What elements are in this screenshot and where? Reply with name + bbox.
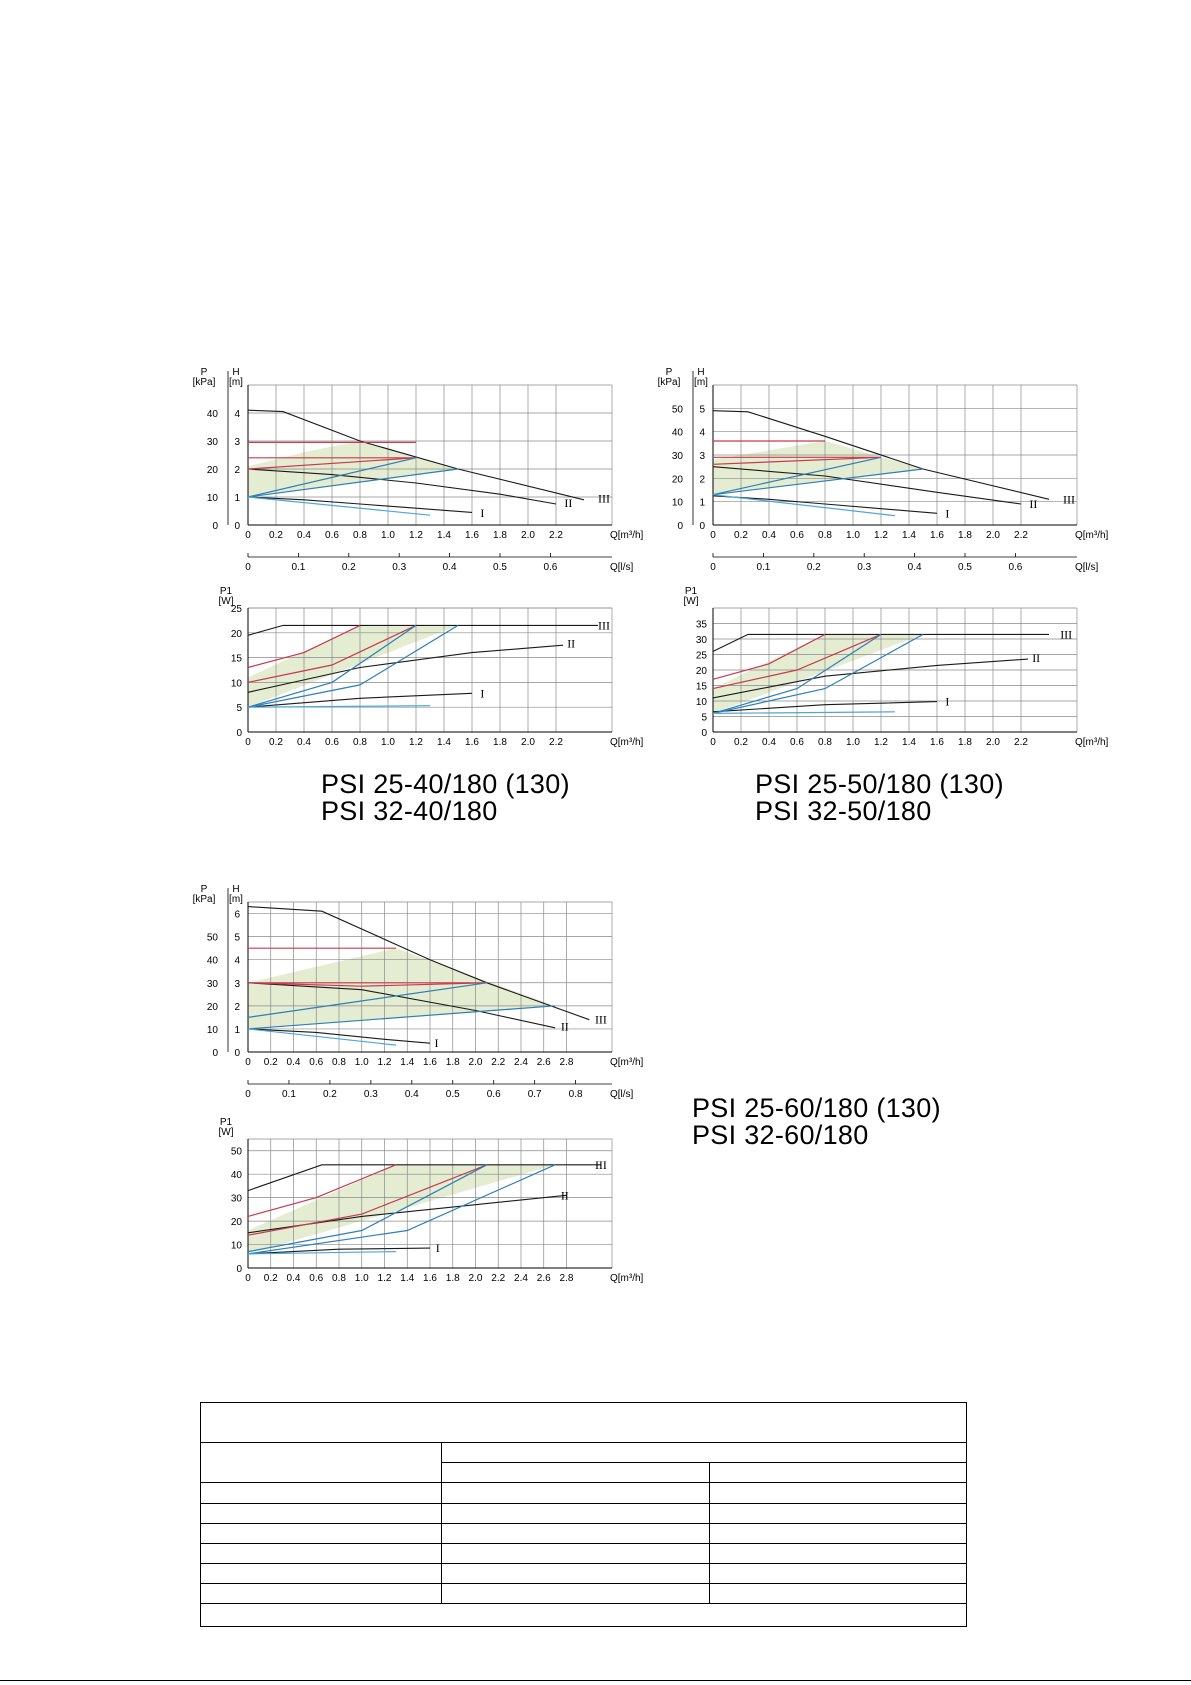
x-tick-label: 1.2 bbox=[377, 1057, 392, 1068]
y-left-tick-label: 20 bbox=[206, 465, 218, 476]
y-axis-unit: [W] bbox=[683, 596, 699, 607]
x2-tick-label: 0 bbox=[710, 562, 716, 573]
bottom-rule bbox=[0, 1680, 1191, 1681]
x2-tick-label: 0.2 bbox=[341, 562, 356, 573]
x2-tick-label: 0.8 bbox=[568, 1089, 583, 1100]
y-tick-label: 10 bbox=[695, 697, 707, 708]
y-tick-label: 30 bbox=[695, 635, 707, 646]
y-tick-label: 0 bbox=[236, 728, 242, 739]
x-tick-label: 2.0 bbox=[521, 737, 535, 748]
y-tick-label: 20 bbox=[230, 628, 242, 640]
table-cell bbox=[710, 1523, 967, 1543]
x2-tick-label: 0.1 bbox=[291, 562, 306, 573]
table-cell bbox=[710, 1543, 967, 1563]
model-title-50-line1: PSI 25-50/180 (130) bbox=[755, 769, 1004, 799]
speed-label-i: I bbox=[480, 686, 485, 701]
model-title-40-line1: PSI 25-40/180 (130) bbox=[321, 769, 570, 799]
x-tick-label: 1.2 bbox=[874, 737, 888, 748]
y-tick-label: 40 bbox=[230, 1170, 242, 1182]
speed-label-iii: III bbox=[598, 491, 610, 506]
y-right-tick-label: 4 bbox=[699, 427, 705, 439]
x-tick-label: 2.2 bbox=[491, 1273, 506, 1284]
x2-tick-label: 0.1 bbox=[281, 1089, 296, 1100]
curve-8 bbox=[248, 497, 430, 515]
y-right-axis-label: H bbox=[232, 884, 240, 895]
y-right-axis-label: H bbox=[232, 367, 240, 378]
table-cell bbox=[201, 1483, 442, 1503]
table-header-cell bbox=[442, 1463, 710, 1483]
y-tick-label: 10 bbox=[230, 1240, 242, 1252]
y-tick-label: 20 bbox=[695, 666, 707, 677]
x-tick-label: 0.6 bbox=[325, 737, 339, 748]
x2-tick-label: 0 bbox=[245, 562, 251, 573]
y-tick-label: 15 bbox=[230, 653, 242, 665]
x2-tick-label: 0.4 bbox=[442, 562, 457, 573]
model-title-60-line2: PSI 32-60/180 bbox=[692, 1120, 869, 1150]
x-axis-label: Q[m³/h] bbox=[1075, 737, 1109, 748]
operating-region bbox=[713, 634, 923, 713]
x-tick-label: 2.6 bbox=[536, 1057, 551, 1068]
y-left-tick-label: 30 bbox=[206, 978, 218, 990]
y-left-tick-label: 40 bbox=[206, 409, 218, 420]
x-tick-label: 1.2 bbox=[874, 530, 888, 541]
y-right-tick-label: 3 bbox=[699, 451, 705, 462]
x-tick-label: 2.2 bbox=[549, 530, 563, 541]
x2-tick-label: 0.7 bbox=[527, 1089, 542, 1100]
y-right-tick-label: 0 bbox=[234, 521, 240, 532]
x-tick-label: 0.4 bbox=[286, 1273, 301, 1284]
x-tick-label: 1.6 bbox=[930, 737, 944, 748]
x-tick-label: 0.8 bbox=[818, 737, 832, 748]
y-left-tick-label: 0 bbox=[212, 1048, 218, 1059]
table-cell bbox=[201, 1523, 442, 1543]
y-left-axis-label: P bbox=[200, 884, 208, 895]
y-right-axis-unit: [m] bbox=[229, 377, 243, 388]
x-tick-label: 1.6 bbox=[465, 737, 479, 748]
speed-label-iii: III bbox=[594, 1012, 607, 1027]
x-tick-label: 1.8 bbox=[445, 1057, 460, 1068]
y-left-tick-label: 30 bbox=[206, 437, 218, 448]
x-tick-label: 1.4 bbox=[902, 737, 916, 748]
x2-tick-label: 0.5 bbox=[493, 562, 507, 573]
x-tick-label: 0 bbox=[245, 530, 251, 541]
y-left-tick-label: 50 bbox=[671, 404, 683, 416]
x-tick-label: 1.8 bbox=[958, 530, 972, 541]
y-tick-label: 35 bbox=[695, 619, 707, 631]
y-left-tick-label: 40 bbox=[671, 427, 683, 439]
x2-tick-label: 0.4 bbox=[404, 1089, 419, 1100]
x2-tick-label: 0.5 bbox=[958, 562, 972, 573]
table-title-cell bbox=[201, 1403, 967, 1443]
x-tick-label: 1.4 bbox=[400, 1057, 415, 1068]
speed-label-ii: II bbox=[567, 636, 576, 651]
model-title-50 bbox=[755, 771, 1004, 825]
speed-label-iii: III bbox=[1063, 492, 1075, 507]
x-tick-label: 0.4 bbox=[762, 737, 776, 748]
table-cell bbox=[710, 1483, 967, 1503]
x-tick-label: 2.8 bbox=[559, 1273, 574, 1284]
x-tick-label: 2.0 bbox=[986, 737, 1000, 748]
x-tick-label: 0.2 bbox=[269, 530, 283, 541]
x-axis-label: Q[m³/h] bbox=[610, 530, 644, 541]
x-tick-label: 1.0 bbox=[354, 1057, 369, 1068]
y-left-tick-label: 50 bbox=[206, 932, 218, 944]
x-tick-label: 1.6 bbox=[423, 1273, 437, 1284]
x-tick-label: 0.6 bbox=[790, 530, 804, 541]
y-left-axis-label: P bbox=[665, 367, 673, 378]
x2-tick-label: 0.3 bbox=[392, 562, 407, 573]
x-tick-label: 1.8 bbox=[445, 1273, 460, 1284]
x-tick-label: 0.4 bbox=[762, 530, 776, 541]
speed-label-iii: III bbox=[594, 1157, 607, 1172]
x-tick-label: 0.6 bbox=[790, 737, 804, 748]
x-tick-label: 1.0 bbox=[846, 737, 860, 748]
table-cell bbox=[442, 1584, 710, 1604]
table-cell bbox=[201, 1564, 442, 1584]
y-tick-label: 10 bbox=[230, 678, 242, 690]
speed-label-iii: III bbox=[598, 618, 610, 633]
y-right-tick-label: 6 bbox=[234, 909, 240, 921]
x2-tick-label: 0.2 bbox=[806, 562, 821, 573]
head-chart-60 bbox=[180, 882, 644, 1100]
x-tick-label: 1.4 bbox=[437, 737, 451, 748]
table-header-cell bbox=[710, 1463, 967, 1483]
x-tick-label: 2.4 bbox=[514, 1273, 528, 1284]
table-cell bbox=[201, 1543, 442, 1563]
x2-tick-label: 0 bbox=[245, 1089, 251, 1100]
y-tick-label: 25 bbox=[695, 650, 707, 662]
speed-label-iii: III bbox=[1060, 627, 1073, 642]
x-tick-label: 2.2 bbox=[549, 737, 563, 748]
y-right-tick-label: 3 bbox=[234, 437, 240, 448]
x-tick-label: 0.8 bbox=[332, 1273, 346, 1284]
x-tick-label: 1.2 bbox=[377, 1273, 392, 1284]
x-tick-label: 2.0 bbox=[468, 1273, 483, 1284]
x-tick-label: 1.6 bbox=[930, 530, 944, 541]
x-tick-label: 0.2 bbox=[269, 737, 283, 748]
table-header-cell bbox=[442, 1442, 967, 1462]
x-tick-label: 1.0 bbox=[381, 737, 395, 748]
x-tick-label: 2.4 bbox=[514, 1057, 528, 1068]
y-right-axis-label: H bbox=[697, 367, 705, 378]
x2-axis-label: Q[l/s] bbox=[610, 1089, 634, 1100]
y-right-tick-label: 2 bbox=[699, 474, 705, 486]
y-tick-label: 5 bbox=[236, 703, 242, 715]
y-axis-label: P1 bbox=[219, 1117, 233, 1128]
y-left-axis-unit: [kPa] bbox=[192, 377, 216, 388]
y-left-tick-label: 40 bbox=[206, 955, 218, 967]
table-cell bbox=[710, 1584, 967, 1604]
y-right-tick-label: 2 bbox=[234, 465, 240, 476]
y-axis-unit: [W] bbox=[218, 1127, 234, 1138]
y-left-tick-label: 30 bbox=[671, 451, 683, 462]
y-left-tick-label: 10 bbox=[671, 497, 683, 509]
head-chart-50 bbox=[645, 365, 1109, 573]
y-right-tick-label: 5 bbox=[234, 932, 240, 944]
x-tick-label: 0 bbox=[710, 530, 716, 541]
table-header-cell bbox=[201, 1442, 442, 1482]
table-cell bbox=[442, 1523, 710, 1543]
y-axis-label: P1 bbox=[684, 586, 698, 597]
y-axis-unit: [W] bbox=[218, 596, 234, 607]
x-tick-label: 0 bbox=[245, 1273, 251, 1284]
power-chart-40 bbox=[180, 582, 644, 762]
x-tick-label: 0.6 bbox=[309, 1057, 324, 1068]
x-tick-label: 1.2 bbox=[409, 530, 423, 541]
x-tick-label: 2.6 bbox=[536, 1273, 551, 1284]
x-tick-label: 1.6 bbox=[465, 530, 479, 541]
table-cell bbox=[201, 1584, 442, 1604]
model-title-60 bbox=[692, 1095, 941, 1149]
y-left-axis-unit: [kPa] bbox=[192, 894, 216, 905]
table-cell bbox=[442, 1564, 710, 1584]
head-chart-40 bbox=[180, 365, 644, 573]
x2-tick-label: 0.4 bbox=[907, 562, 922, 573]
speed-label-i: I bbox=[945, 694, 950, 709]
x-tick-label: 1.8 bbox=[493, 737, 507, 748]
speed-label-ii: II bbox=[560, 1019, 569, 1034]
x-tick-label: 1.0 bbox=[354, 1273, 369, 1284]
x-tick-label: 1.2 bbox=[409, 737, 423, 748]
model-title-50-line2: PSI 32-50/180 bbox=[755, 796, 932, 826]
y-right-axis-unit: [m] bbox=[229, 894, 243, 905]
x-tick-label: 1.4 bbox=[902, 530, 916, 541]
y-right-tick-label: 5 bbox=[699, 404, 705, 416]
x2-tick-label: 0.3 bbox=[363, 1089, 378, 1100]
curve-8 bbox=[713, 495, 895, 516]
x-axis-label: Q[m³/h] bbox=[610, 737, 644, 748]
model-title-40-line2: PSI 32-40/180 bbox=[321, 796, 498, 826]
x-tick-label: 0.4 bbox=[286, 1057, 301, 1068]
table-footer-cell bbox=[201, 1604, 967, 1627]
x-tick-label: 1.4 bbox=[437, 530, 451, 541]
x2-tick-label: 0.3 bbox=[857, 562, 872, 573]
x-tick-label: 0.2 bbox=[263, 1057, 278, 1068]
y-left-tick-label: 20 bbox=[671, 474, 683, 486]
model-title-60-line1: PSI 25-60/180 (130) bbox=[692, 1093, 941, 1123]
y-right-tick-label: 1 bbox=[234, 1024, 240, 1036]
y-tick-label: 25 bbox=[230, 604, 242, 615]
x2-tick-label: 0.6 bbox=[1008, 562, 1023, 573]
table-cell bbox=[710, 1503, 967, 1523]
y-right-tick-label: 2 bbox=[234, 1001, 240, 1013]
y-right-tick-label: 1 bbox=[234, 493, 240, 504]
y-right-tick-label: 3 bbox=[234, 978, 240, 990]
x-tick-label: 2.2 bbox=[1014, 530, 1028, 541]
speed-label-i: I bbox=[945, 506, 950, 521]
y-tick-label: 5 bbox=[701, 712, 707, 724]
x-tick-label: 2.0 bbox=[521, 530, 535, 541]
x-tick-label: 0 bbox=[245, 737, 251, 748]
x2-tick-label: 0.6 bbox=[543, 562, 558, 573]
x-axis-label: Q[m³/h] bbox=[610, 1057, 644, 1068]
x-axis-label: Q[m³/h] bbox=[1075, 530, 1109, 541]
table-cell bbox=[201, 1503, 442, 1523]
y-left-tick-label: 20 bbox=[206, 1001, 218, 1013]
x-tick-label: 1.6 bbox=[423, 1057, 437, 1068]
x-tick-label: 1.8 bbox=[958, 737, 972, 748]
y-right-axis-unit: [m] bbox=[694, 377, 708, 388]
x-tick-label: 2.0 bbox=[986, 530, 1000, 541]
x-tick-label: 2.0 bbox=[468, 1057, 483, 1068]
x-tick-label: 0.8 bbox=[818, 530, 832, 541]
x2-tick-label: 0.2 bbox=[322, 1089, 337, 1100]
x-tick-label: 0.8 bbox=[332, 1057, 346, 1068]
y-left-tick-label: 10 bbox=[206, 1024, 218, 1036]
x-tick-label: 2.8 bbox=[559, 1057, 574, 1068]
x-tick-label: 0.2 bbox=[734, 530, 748, 541]
y-right-tick-label: 4 bbox=[234, 409, 240, 420]
y-left-tick-label: 0 bbox=[677, 521, 683, 532]
x-tick-label: 1.0 bbox=[381, 530, 395, 541]
y-left-tick-label: 0 bbox=[212, 521, 218, 532]
y-right-tick-label: 4 bbox=[234, 955, 240, 967]
x2-axis-label: Q[l/s] bbox=[1075, 562, 1099, 573]
curve-8 bbox=[248, 1029, 396, 1045]
y-right-tick-label: 0 bbox=[699, 521, 705, 532]
table-cell bbox=[442, 1483, 710, 1503]
y-tick-label: 20 bbox=[230, 1217, 242, 1229]
speed-label-i: I bbox=[435, 1241, 440, 1256]
table-cell bbox=[442, 1543, 710, 1563]
x-tick-label: 0.6 bbox=[309, 1273, 324, 1284]
curve-7 bbox=[713, 712, 895, 714]
x-tick-label: 1.0 bbox=[846, 530, 860, 541]
spec-table bbox=[200, 1402, 967, 1627]
x-tick-label: 0 bbox=[710, 737, 716, 748]
y-tick-label: 50 bbox=[230, 1146, 242, 1158]
speed-label-ii: II bbox=[1029, 497, 1038, 511]
power-chart-60 bbox=[180, 1113, 644, 1298]
x-tick-label: 0.6 bbox=[325, 530, 339, 541]
y-tick-label: 15 bbox=[695, 681, 707, 693]
speed-label-i: I bbox=[480, 506, 485, 521]
speed-label-i: I bbox=[434, 1035, 439, 1050]
y-left-tick-label: 10 bbox=[206, 493, 218, 504]
y-tick-label: 30 bbox=[230, 1193, 242, 1205]
x2-tick-label: 0.1 bbox=[756, 562, 771, 573]
x-tick-label: 0.8 bbox=[353, 737, 367, 748]
x-tick-label: 0.8 bbox=[353, 530, 367, 541]
speed-label-ii: II bbox=[1032, 651, 1041, 666]
x2-tick-label: 0.5 bbox=[445, 1089, 460, 1100]
table-cell bbox=[710, 1564, 967, 1584]
y-right-tick-label: 1 bbox=[699, 497, 705, 509]
y-tick-label: 0 bbox=[701, 728, 707, 739]
x-tick-label: 0.4 bbox=[297, 530, 311, 541]
y-right-tick-label: 0 bbox=[234, 1048, 240, 1059]
table-cell bbox=[442, 1503, 710, 1523]
model-title-40 bbox=[321, 771, 570, 825]
x-tick-label: 0.2 bbox=[734, 737, 748, 748]
x-tick-label: 2.2 bbox=[1014, 737, 1028, 748]
y-left-axis-label: P bbox=[200, 367, 208, 378]
x-tick-label: 0.2 bbox=[263, 1273, 278, 1284]
y-tick-label: 0 bbox=[236, 1264, 242, 1275]
x-tick-label: 0.4 bbox=[297, 737, 311, 748]
operating-region bbox=[713, 441, 923, 495]
y-axis-label: P1 bbox=[219, 586, 233, 597]
x-tick-label: 2.2 bbox=[491, 1057, 506, 1068]
y-left-axis-unit: [kPa] bbox=[657, 377, 681, 388]
speed-label-ii: II bbox=[560, 1188, 569, 1203]
x2-axis-label: Q[l/s] bbox=[610, 562, 634, 573]
x-tick-label: 1.8 bbox=[493, 530, 507, 541]
x-tick-label: 0 bbox=[245, 1057, 251, 1068]
x2-tick-label: 0.6 bbox=[486, 1089, 501, 1100]
x-axis-label: Q[m³/h] bbox=[610, 1273, 644, 1284]
x-tick-label: 1.4 bbox=[400, 1273, 415, 1284]
speed-label-ii: II bbox=[564, 496, 573, 511]
power-chart-50 bbox=[645, 582, 1109, 762]
